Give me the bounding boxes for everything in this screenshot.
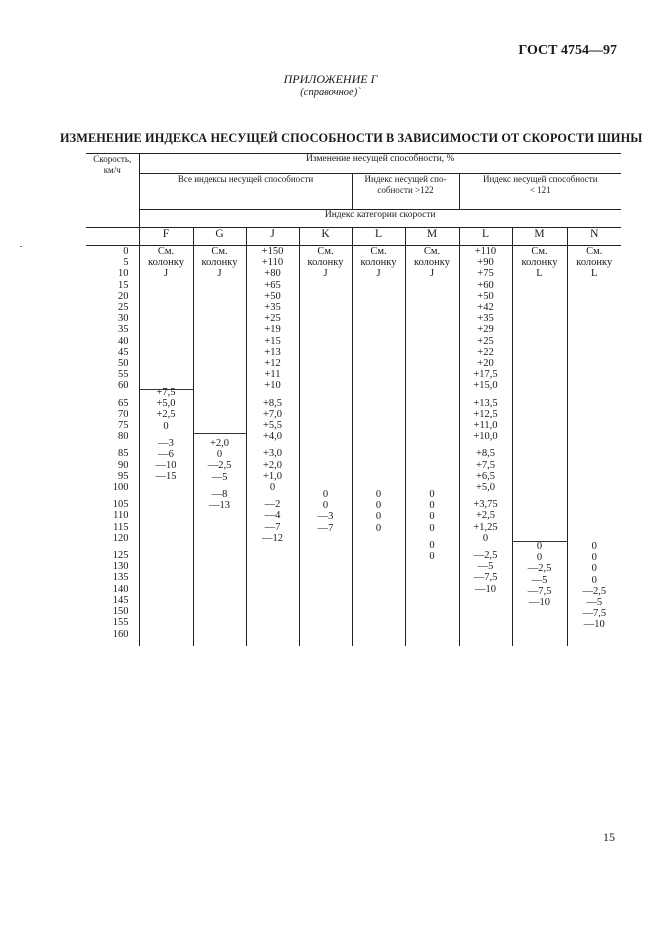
cell-value: —13 (209, 500, 230, 512)
see-label: колонку (360, 257, 397, 268)
speed-group-5 (86, 550, 129, 640)
speed-value: 10 (118, 268, 129, 280)
cell-value: 0 (429, 489, 435, 500)
cell-value: 0 (375, 522, 382, 534)
column-g (193, 246, 246, 646)
cell-value: —7,5 (527, 585, 552, 597)
column-header-m: M (405, 228, 459, 246)
see-label: См. (157, 246, 175, 257)
group-gt122-line1: Индекс несущей спо- (364, 174, 447, 184)
l2-group-2 (460, 398, 512, 443)
speed-header (86, 154, 139, 228)
cell-value: +3,75 (473, 499, 498, 511)
speed-value: 95 (118, 470, 129, 482)
cell-value: +50 (264, 290, 281, 302)
cell-value: +7,5 (156, 387, 176, 398)
appendix-heading (0, 73, 661, 99)
see-label: L (591, 268, 598, 279)
cell-value: 0 (163, 420, 169, 432)
cell-value: —12 (262, 532, 283, 544)
m2-group-5 (513, 541, 567, 608)
cell-value: —4 (264, 510, 281, 522)
cell-value: 0 (269, 482, 276, 494)
speed-value: 85 (118, 448, 129, 460)
see-label: См. (211, 246, 228, 257)
group-lt121-header (459, 174, 621, 210)
cell-value: —7 (317, 522, 334, 534)
category-header: Индекс категории скорости (139, 210, 621, 228)
speed-header-unit: км/ч (103, 165, 121, 175)
cell-value: 0 (536, 552, 543, 564)
cell-value: +17,5 (473, 369, 498, 381)
speed-column-blank (86, 228, 139, 246)
speed-value: 145 (112, 594, 129, 606)
j-group-2 (247, 398, 299, 443)
l2-group-5 (460, 550, 512, 595)
cell-value: 0 (429, 551, 435, 563)
cell-value: —2,5 (582, 585, 607, 597)
cell-value: —7,5 (582, 608, 607, 620)
group-lt121-line2: < 121 (529, 185, 551, 195)
see-label: См. (317, 246, 334, 257)
document-title: ИЗМЕНЕНИЕ ИНДЕКСА НЕСУЩЕЙ СПОСОБНОСТИ В ЗАВИСИМОСТИ ОТ СКОРОСТИ ШИНЫ (60, 131, 643, 145)
cell-value: 0 (536, 541, 543, 552)
cell-value: +11,0 (473, 420, 498, 432)
column-f (139, 246, 193, 646)
cell-value: —3 (317, 511, 334, 523)
column-header-l2: L (459, 228, 512, 246)
speed-header-line: Скорость, (93, 154, 132, 164)
see-label: См. (531, 246, 548, 257)
cell-value: 0 (375, 500, 382, 512)
speed-value: 140 (112, 583, 129, 595)
column-header-l: L (352, 228, 405, 246)
see-label: L (536, 268, 543, 279)
cell-value: +35 (264, 302, 281, 314)
see-label: J (323, 268, 328, 279)
see-label: J (163, 268, 169, 279)
speed-group-4 (86, 499, 129, 544)
cell-value: +5,0 (475, 482, 496, 494)
speed-value: 60 (118, 380, 129, 392)
cell-value: 0 (429, 500, 435, 512)
cell-value: +2,5 (156, 409, 176, 421)
l2-group-3 (460, 448, 512, 493)
cell-value: —8 (211, 488, 228, 500)
see-column-j-note (194, 246, 246, 279)
speed-value: 50 (118, 358, 129, 370)
see-label: колонку (201, 257, 238, 268)
j-group-3 (247, 448, 299, 493)
cell-value: —3 (158, 437, 174, 449)
k-group-4 (300, 489, 352, 534)
column-m (405, 246, 459, 646)
standard-code: ГОСТ 4754—97 (518, 43, 617, 58)
speed-value: 40 (118, 335, 129, 347)
group-gt122-header (352, 174, 459, 210)
appendix-subtitle: (справочное)` (300, 87, 361, 98)
cell-value: +90 (477, 257, 494, 269)
speed-value: 5 (123, 257, 129, 269)
see-label: См. (586, 246, 603, 257)
cell-value: 0 (375, 511, 382, 523)
cell-value: +2,5 (475, 510, 496, 522)
cell-value: —2,5 (207, 460, 232, 472)
speed-value: 155 (112, 617, 129, 629)
speed-value: 115 (113, 521, 129, 533)
speed-value: 160 (112, 628, 129, 640)
g-group-4 (194, 489, 246, 511)
speed-value: 25 (118, 302, 129, 314)
cell-value: —10 (583, 619, 605, 631)
see-column-l-note (568, 246, 622, 279)
step-line (512, 541, 568, 542)
cell-value: +10,0 (473, 431, 498, 443)
see-column-l-note (513, 246, 567, 279)
speed-value: 125 (112, 550, 129, 562)
cell-value: +25 (477, 335, 494, 347)
speed-value: 20 (118, 290, 129, 302)
page-number: 15 (603, 830, 615, 844)
cell-value: +7,0 (262, 408, 283, 420)
cell-value: +150 (261, 246, 284, 257)
see-label: колонку (148, 257, 184, 268)
column-j (246, 246, 299, 646)
column-header-f: F (139, 228, 193, 246)
cell-value: —10 (155, 460, 177, 472)
cell-value: +65 (264, 279, 281, 291)
m-group-4-5 (406, 489, 459, 562)
f-group-2 (140, 387, 193, 432)
g-group-3 (194, 438, 246, 483)
cell-value: +60 (477, 279, 494, 291)
speed-value: 30 (118, 313, 129, 325)
group-lt121-line1: Индекс несущей способности (482, 174, 598, 184)
cell-value: +3,0 (262, 448, 283, 460)
column-header-g: G (193, 228, 246, 246)
cell-value: 0 (591, 541, 597, 552)
cell-value: +19 (264, 324, 281, 336)
speed-value: 120 (112, 532, 129, 544)
see-column-j-note (300, 246, 352, 279)
cell-value: —2 (264, 499, 281, 511)
cell-value: —7 (264, 521, 281, 533)
step-line (139, 389, 193, 390)
appendix-title: ПРИЛОЖЕНИЕ Г (283, 72, 378, 86)
column-k (299, 246, 352, 646)
cell-value: —6 (158, 449, 174, 461)
j-group-4 (247, 499, 299, 544)
see-label: колонку (576, 257, 613, 268)
cell-value: —7,5 (473, 572, 498, 584)
column-l2 (459, 246, 512, 646)
column-m2 (512, 246, 567, 646)
speed-value: 80 (118, 431, 129, 443)
cell-value: 0 (591, 563, 597, 575)
see-label: колонку (307, 257, 344, 268)
cell-value: 0 (375, 489, 382, 500)
cell-value: —5 (531, 574, 548, 586)
see-label: J (217, 268, 222, 279)
speed-group-3 (86, 448, 129, 493)
speed-value: 135 (112, 572, 129, 584)
cell-value: +1,0 (262, 470, 283, 482)
speed-column (86, 246, 139, 646)
cell-value: 0 (322, 489, 329, 500)
cell-value: +13 (264, 346, 281, 358)
cell-value: +6,5 (475, 470, 496, 482)
see-column-j-note (353, 246, 405, 279)
cell-value: 0 (429, 522, 435, 534)
cell-value: +22 (477, 346, 494, 358)
cell-value: +4,0 (262, 431, 283, 443)
cell-value: +10 (264, 380, 281, 392)
cell-value: +5,5 (262, 420, 283, 432)
cell-value: —5 (477, 561, 494, 573)
cell-value: —5 (586, 597, 603, 609)
cell-value: +2,0 (262, 459, 283, 471)
cell-value: —15 (155, 471, 177, 483)
cell-value: +29 (477, 324, 494, 336)
cell-value: +35 (477, 313, 494, 325)
cell-value: +75 (477, 268, 494, 280)
cell-value: +15 (264, 335, 281, 347)
speed-load-table (86, 153, 621, 646)
cell-value: +50 (477, 290, 494, 302)
l2-group-1 (460, 246, 512, 392)
speed-value: 0 (123, 246, 129, 257)
speed-value: 130 (112, 561, 129, 573)
group-all-header: Все индексы несущей способности (139, 174, 352, 210)
cell-value: 0 (591, 574, 597, 586)
speed-value: 55 (118, 369, 129, 381)
cell-value: —10 (529, 597, 550, 609)
see-column-j-note (140, 246, 193, 279)
see-label: J (429, 268, 435, 279)
column-n (567, 246, 621, 646)
speed-value: 100 (112, 482, 129, 494)
cell-value: +42 (477, 302, 494, 314)
column-header-m2: M (512, 228, 567, 246)
cell-value: +5,0 (156, 398, 176, 410)
cell-value: 0 (591, 552, 597, 564)
speed-value: 35 (118, 324, 129, 336)
speed-value: 45 (118, 346, 129, 358)
change-header: Изменение несущей способности, % (139, 154, 621, 174)
cell-value: +20 (477, 358, 494, 370)
group-gt122-line2: собности >122 (377, 185, 434, 195)
cell-value: +1,25 (473, 521, 498, 533)
speed-value: 105 (112, 499, 129, 511)
see-label: колонку (414, 257, 450, 268)
cell-value: 0 (429, 539, 435, 551)
see-label: J (376, 268, 381, 279)
speed-value: 70 (118, 408, 129, 420)
speed-group-2 (86, 398, 129, 443)
f-group-3 (140, 438, 193, 483)
cell-value: —2,5 (527, 563, 552, 575)
n-group-5 (568, 541, 622, 631)
see-label: См. (423, 246, 441, 257)
speed-value: 65 (118, 397, 129, 409)
speed-value: 90 (118, 459, 129, 471)
column-header-j: J (246, 228, 299, 246)
cell-value: 0 (322, 500, 329, 512)
cell-value: +8,5 (262, 397, 283, 409)
cell-value: +2,0 (209, 438, 230, 449)
cell-value: +8,5 (475, 448, 496, 460)
cell-value: 0 (482, 532, 489, 544)
cell-value: +11 (264, 369, 281, 381)
column-header-n: N (567, 228, 621, 246)
cell-value: —5 (211, 471, 228, 483)
step-line (193, 433, 247, 434)
cell-value: +7,5 (475, 459, 496, 471)
cell-value: +110 (474, 246, 497, 257)
cell-value: +15,0 (473, 380, 498, 392)
column-header-k: K (299, 228, 352, 246)
cell-value: +25 (264, 313, 281, 325)
cell-value: +12,5 (473, 408, 498, 420)
cell-value: 0 (429, 511, 435, 523)
speed-value: 150 (112, 606, 129, 618)
cell-value: +110 (261, 257, 284, 269)
speed-value: 15 (118, 279, 129, 291)
speed-value: 75 (118, 420, 129, 432)
speed-group-1 (86, 246, 129, 392)
cell-value: —10 (475, 583, 496, 595)
cell-value: +12 (264, 358, 281, 370)
speed-value: 110 (113, 510, 129, 522)
l-group-4 (353, 489, 405, 534)
cell-value: —2,5 (473, 550, 498, 562)
cell-value: +13,5 (473, 397, 498, 409)
margin-mark (20, 246, 22, 247)
cell-value: 0 (216, 449, 223, 461)
column-l (352, 246, 405, 646)
see-label: колонку (521, 257, 558, 268)
l2-group-4 (460, 499, 512, 544)
see-column-j-note (406, 246, 459, 279)
see-label: См. (370, 246, 387, 257)
cell-value: +80 (264, 268, 281, 280)
j-group-1 (247, 246, 299, 392)
